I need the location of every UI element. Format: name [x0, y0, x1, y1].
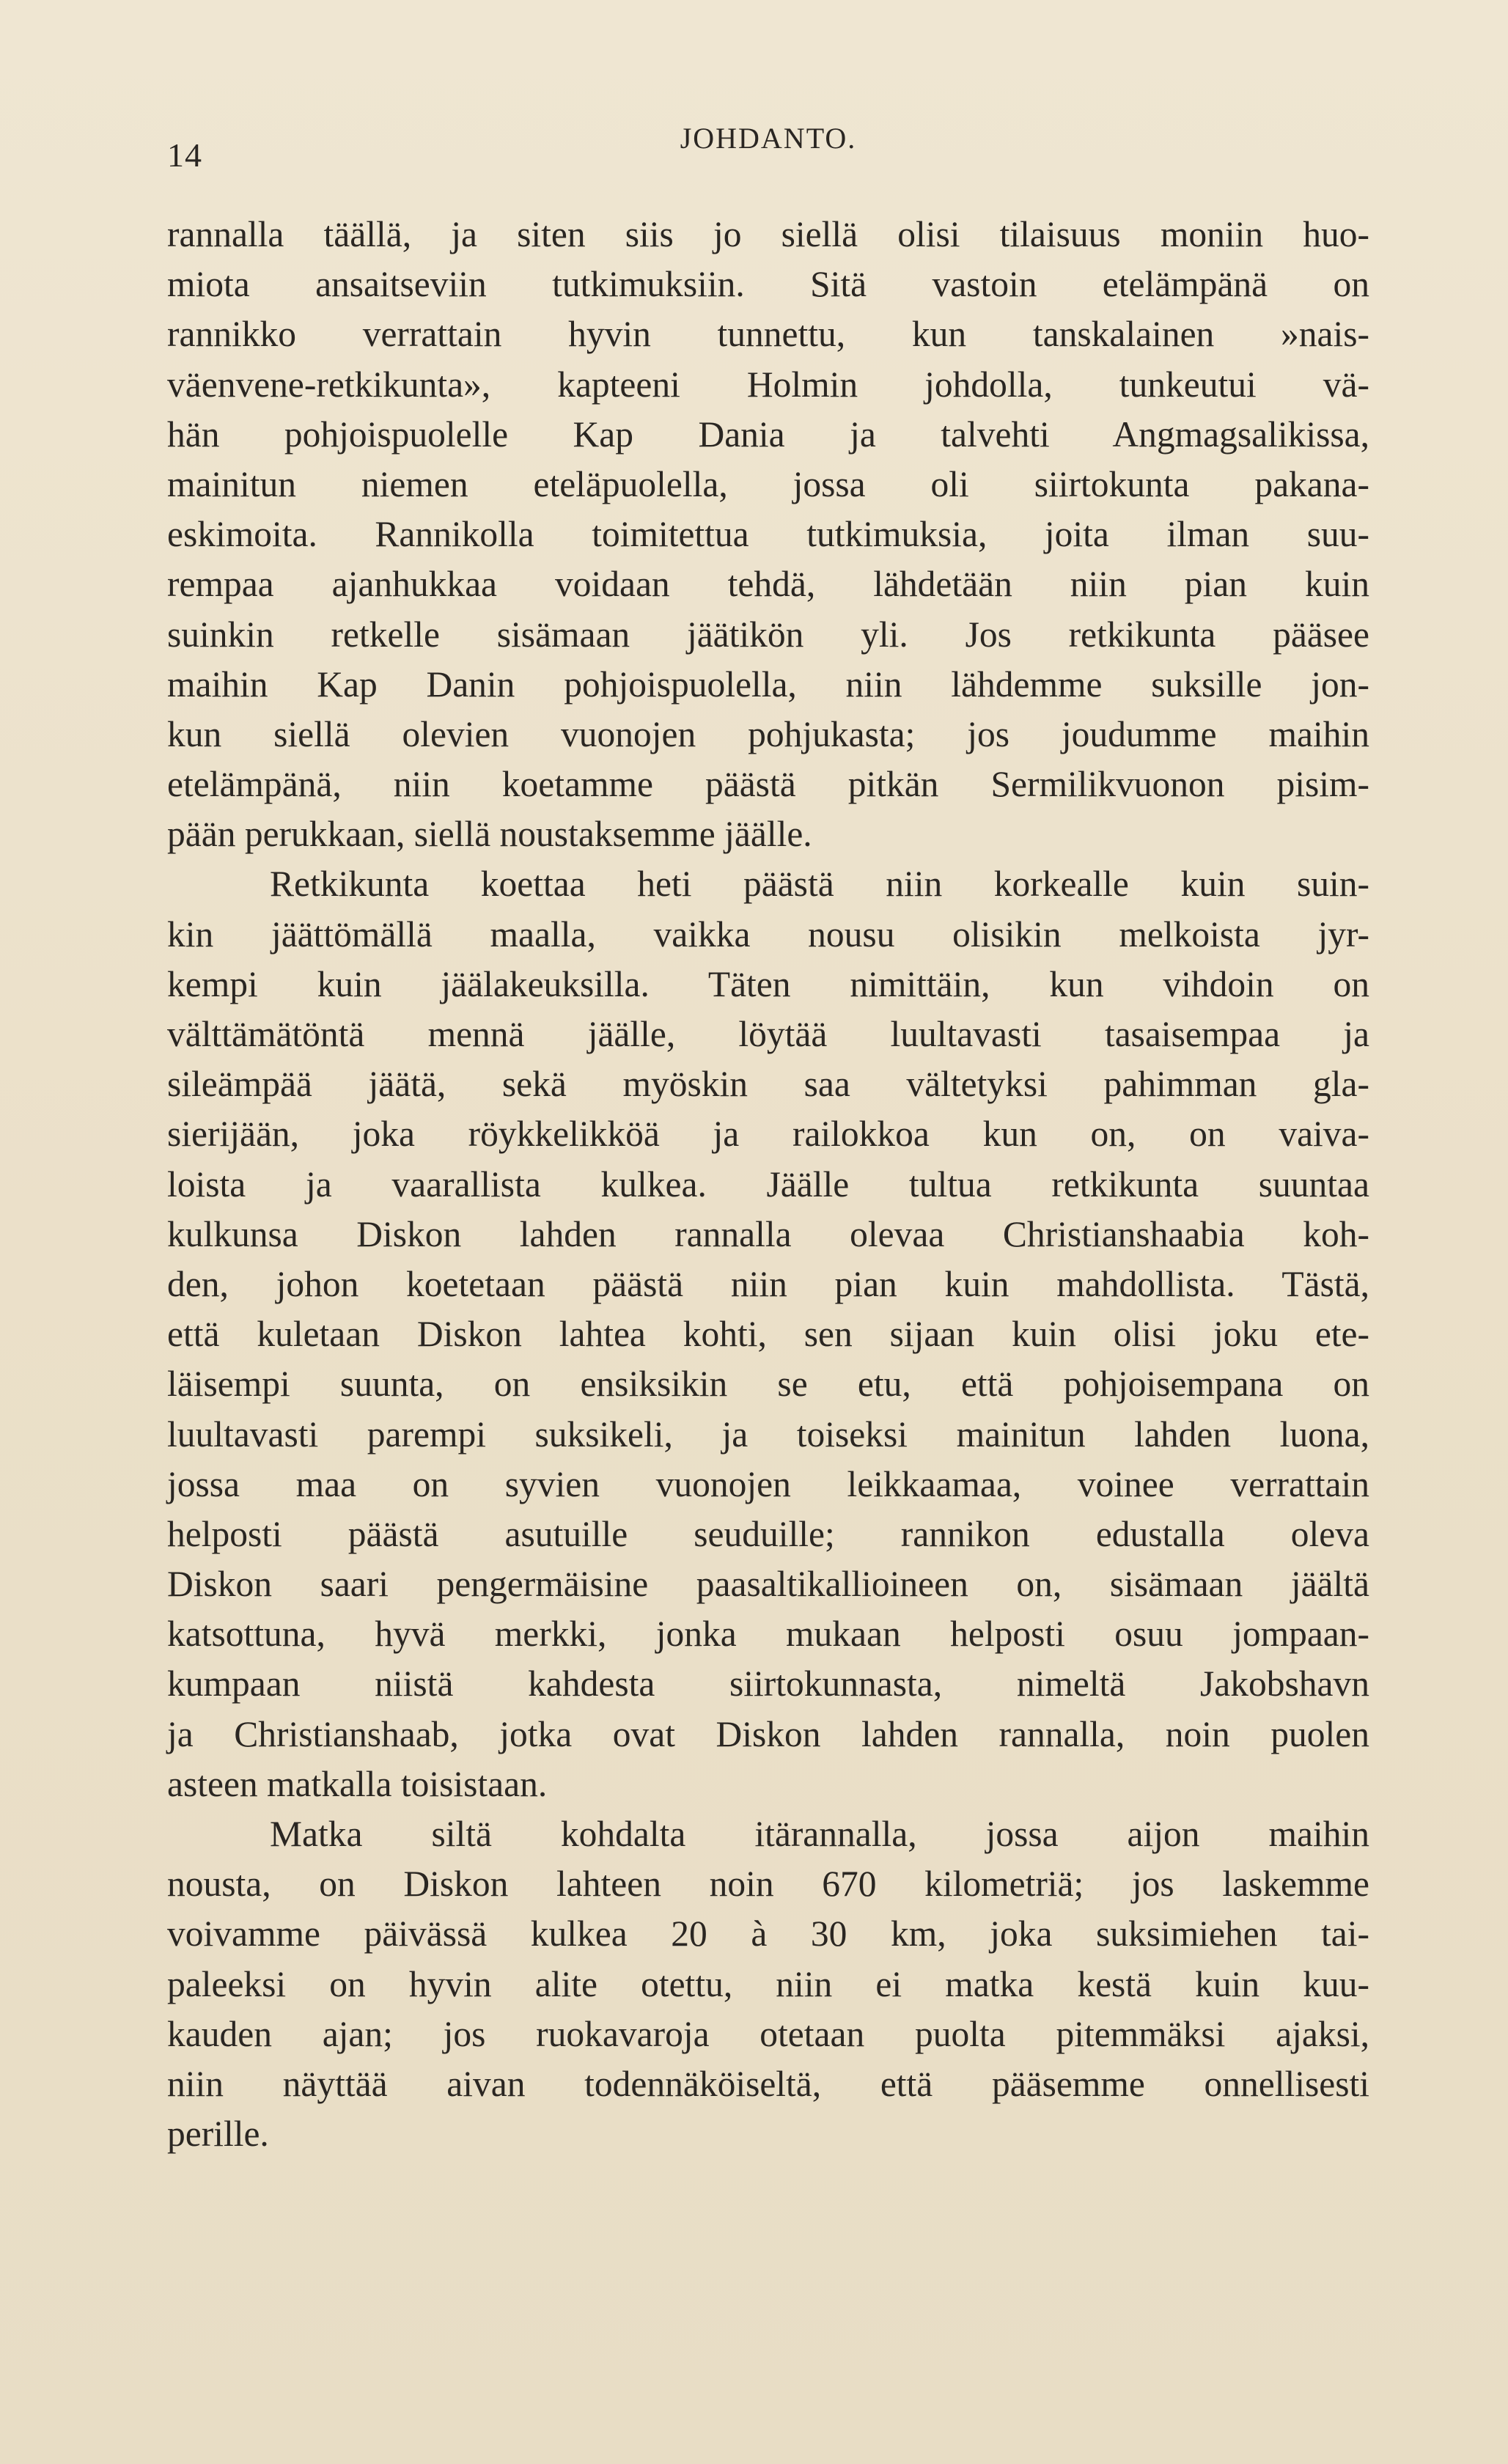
text-line: sileämpää jäätä, sekä myöskin saa vältetyksi pahimman gla-	[167, 1064, 1369, 1105]
text-line: jossa maa on syvien vuonojen leikkaamaa, voinee verrattain	[167, 1463, 1369, 1504]
text-line: katsottuna, hyvä merkki, jonka mukaan helposti osuu jompaan-	[167, 1614, 1369, 1655]
running-title: JOHDANTO.	[680, 122, 857, 155]
text-line: kin jäättömällä maalla, vaikka nousu olisikin melkoista jyr-	[167, 913, 1369, 955]
text-line: kumpaan niistä kahdesta siirtokunnasta, nimeltä Jakobshavn	[167, 1663, 1369, 1704]
text-line: niin näyttää aivan todennäköiseltä, että pääsemme onnellisesti	[167, 2063, 1369, 2104]
text-line: rannalla täällä, ja siten siis jo siellä olisi tilaisuus moniin huo-	[167, 214, 1369, 254]
text-line: Matka siltä kohdalta itärannalla, jossa aijon maihin	[270, 1814, 1369, 1854]
text-line: luultavasti parempi suksikeli, ja toiseksi mainitun lahden luona,	[167, 1413, 1369, 1455]
text-line: sierijään, joka röykkelikköä ja railokkoa kun on, on vaiva-	[167, 1114, 1369, 1155]
text-line: miota ansaitseviin tutkimuksiin. Sitä vastoin etelämpänä on	[167, 264, 1369, 305]
text-line: eskimoita. Rannikolla toimitettua tutkimuksia, joita ilman suu-	[167, 514, 1369, 555]
page-number: 14	[167, 136, 202, 174]
text-line: ja Christianshaab, jotka ovat Diskon lahden rannalla, noin puolen	[167, 1713, 1369, 1754]
text-line: mainitun niemen eteläpuolella, jossa oli siirtokunta pakana-	[167, 463, 1369, 504]
body-text	[167, 210, 1369, 2159]
text-line: rannikko verrattain hyvin tunnettu, kun tanskalainen »nais-	[167, 314, 1369, 355]
text-line: asteen matkalla toisistaan.	[167, 1763, 548, 1804]
text-line: loista ja vaarallista kulkea. Jäälle tultua retkikunta suuntaa	[167, 1163, 1369, 1205]
text-line: välttämätöntä mennä jäälle, löytää luultavasti tasaisempaa ja	[167, 1014, 1369, 1054]
text-line: väenvene-retkikunta», kapteeni Holmin johdolla, tunkeutui vä-	[167, 364, 1369, 405]
text-line: paleeksi on hyvin alite otettu, niin ei matka kestä kuin kuu-	[167, 1963, 1369, 2004]
page-header	[167, 114, 1369, 172]
text-line: suinkin retkelle sisämaan jäätikön yli. Jos retkikunta pääsee	[167, 614, 1369, 655]
text-line: läisempi suunta, on ensiksikin se etu, että pohjoisempana on	[167, 1364, 1369, 1405]
text-line: etelämpänä, niin koetamme päästä pitkän Sermilikvuonon pisim-	[167, 764, 1369, 805]
text-line: pään perukkaan, siellä noustaksemme jäälle.	[167, 814, 812, 855]
text-line: hän pohjoispuolelle Kap Dania ja talvehti Angmagsalikissa,	[167, 413, 1369, 455]
text-line: perille.	[167, 2114, 269, 2155]
text-line: kun siellä olevien vuonojen pohjukasta; jos joudumme maihin	[167, 713, 1369, 754]
text-line: voivamme päivässä kulkea 20 à 30 km, joka suksimiehen tai-	[167, 1913, 1369, 1954]
text-line: että kuletaan Diskon lahtea kohti, sen sijaan kuin olisi joku ete-	[167, 1314, 1369, 1355]
text-line: Retkikunta koettaa heti päästä niin korkealle kuin suin-	[270, 864, 1369, 905]
text-line: kempi kuin jäälakeuksilla. Täten nimittäin, kun vihdoin on	[167, 963, 1369, 1004]
text-line: kulkunsa Diskon lahden rannalla olevaa Christianshaabia koh-	[167, 1213, 1369, 1254]
text-line: nousta, on Diskon lahteen noin 670 kilometriä; jos laskemme	[167, 1864, 1369, 1905]
text-line: helposti päästä asutuille seuduille; rannikon edustalla oleva	[167, 1513, 1369, 1554]
text-line: rempaa ajanhukkaa voidaan tehdä, lähdetään niin pian kuin	[167, 564, 1369, 605]
text-line: den, johon koetetaan päästä niin pian kuin mahdollista. Tästä,	[167, 1263, 1369, 1304]
text-line: Diskon saari pengermäisine paasaltikallioineen on, sisämaan jäältä	[167, 1564, 1369, 1605]
text-line: maihin Kap Danin pohjoispuolella, niin lähdemme suksille jon-	[167, 663, 1369, 705]
text-line: kauden ajan; jos ruokavaroja otetaan puolta pitemmäksi ajaksi,	[167, 2013, 1369, 2054]
